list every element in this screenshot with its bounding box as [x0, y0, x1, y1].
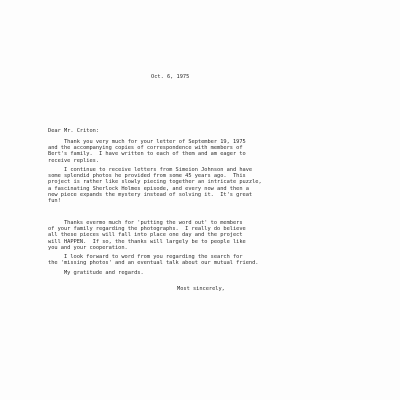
letter-paragraph	[48, 139, 368, 164]
text-line: receive replies.	[48, 157, 100, 164]
text-line: Thank you very much for your letter of September 19, 1975	[48, 139, 246, 145]
letter-paragraph	[48, 270, 368, 276]
letter-paragraph	[48, 167, 368, 204]
letter-closing: Most sincerely,	[177, 286, 225, 292]
letter-salutation: Dear Mr. Criton:	[48, 128, 100, 134]
letter-date: Oct. 6, 1975	[151, 74, 190, 80]
text-line: My gratitude and regards.	[48, 270, 144, 276]
text-line: project is rather like slowly piecing together an intricate puzzle,	[48, 179, 262, 186]
text-line: I look forward to word from you regarding the search for	[48, 254, 243, 260]
text-line: I continue to receive letters from Simeion Johnson and have	[48, 167, 253, 173]
letter-paragraph	[48, 254, 368, 266]
letter-paragraph	[48, 220, 368, 251]
text-line: new piece expands the mystery instead of solving it. It's great	[48, 191, 253, 198]
text-line: a fascinating Sherlock Holmes episode, and every now and then a	[48, 185, 249, 192]
text-line: the 'missing photos' and an eventual talk about our mutual friend.	[48, 260, 259, 267]
text-line: all these pieces will fall into place one day and the project	[48, 232, 243, 239]
text-line: will HAPPEN. If so, the thanks will largely be to people like	[48, 238, 246, 245]
text-line: of your family regarding the photographs. I really do believe	[48, 226, 246, 233]
text-line: Thanks evermo much for 'putting the word out' to members	[48, 220, 243, 226]
text-line: Bert's family. I have written to each of them and am eager to	[48, 151, 246, 158]
text-line: some splendid photos he provided from some 45 years ago. This	[48, 173, 246, 180]
text-line: you and your cooperation.	[48, 244, 128, 251]
text-line: and the accompanying copies of correspondence with members of	[48, 145, 243, 152]
text-line: fun!	[48, 198, 61, 205]
